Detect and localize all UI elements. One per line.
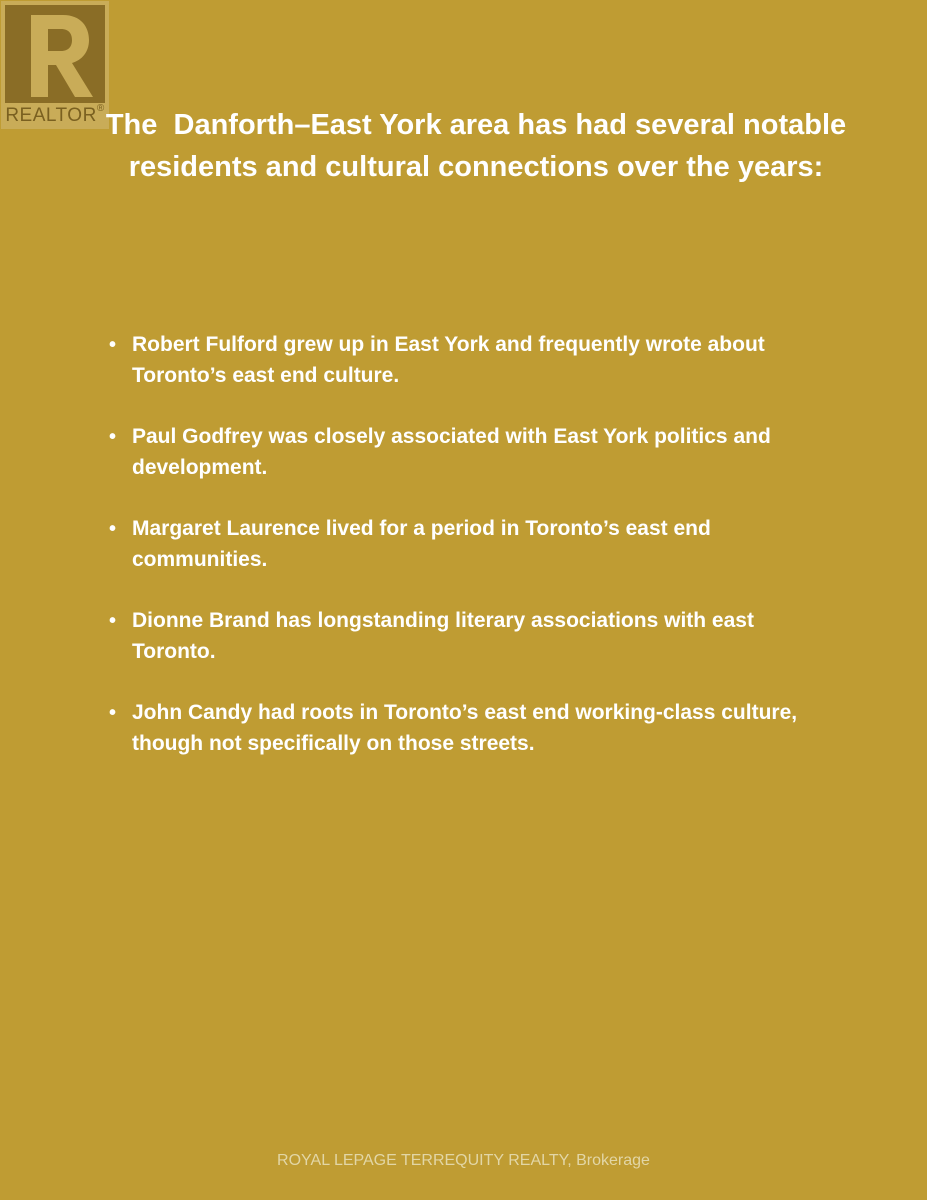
list-item: • John Candy had roots in Toronto’s east end working-class culture, though not specifically on those streets. — [112, 698, 832, 759]
page-title: The Danforth–East York area has had several notable residents and cultural connections over the years: — [105, 109, 855, 183]
list-item: • Robert Fulford grew up in East York and frequently wrote about Toronto’s east end culture. — [112, 330, 832, 391]
realtor-logo-text: REALTOR® — [5, 103, 105, 126]
realtor-r-icon — [5, 5, 105, 103]
brokerage-footer: ROYAL LEPAGE TERREQUITY REALTY, Brokerage — [277, 1152, 650, 1169]
list-item: • Paul Godfrey was closely associated with East York politics and development. — [112, 422, 832, 483]
list-item: • Dionne Brand has longstanding literary associations with east Toronto. — [112, 606, 832, 667]
list-item: • Margaret Laurence lived for a period in Toronto’s east end communities. — [112, 514, 832, 575]
notable-residents-list — [112, 330, 832, 790]
realtor-logo — [1, 1, 109, 129]
